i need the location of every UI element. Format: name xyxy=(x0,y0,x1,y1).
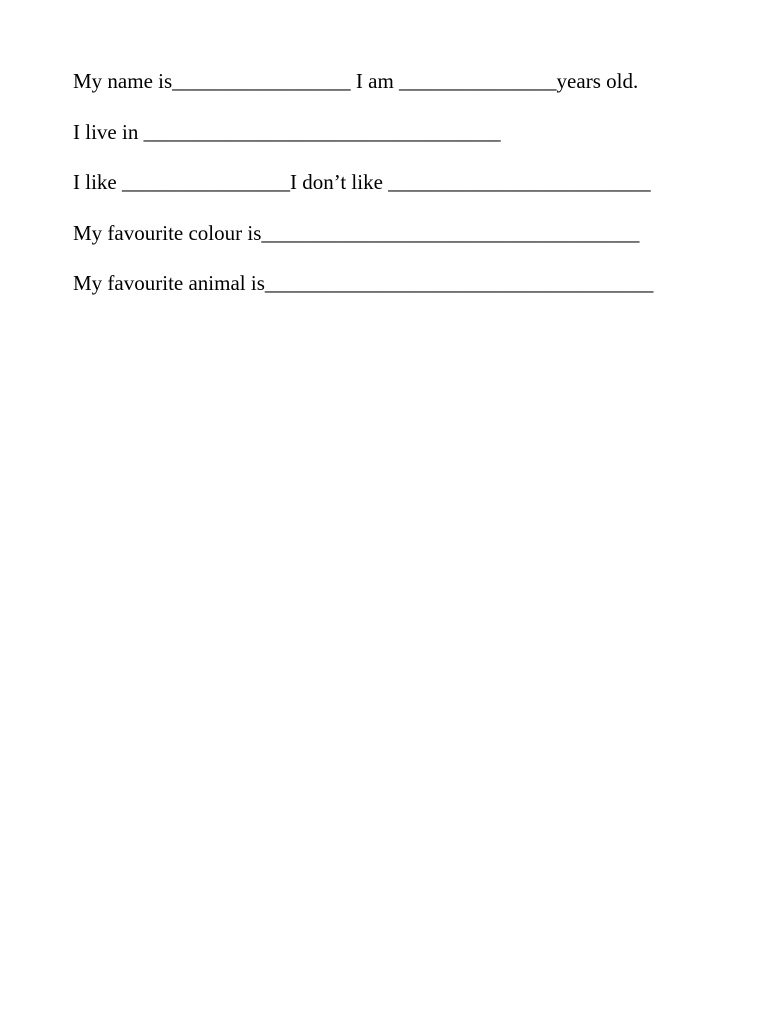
worksheet-lines xyxy=(73,66,713,319)
favourite-animal-line: My favourite animal is_____________________________________ xyxy=(73,271,654,295)
favourite-colour-line: My favourite colour is____________________________________ xyxy=(73,220,640,245)
name-age-line: My name is_________________ I am _______________years old. xyxy=(73,69,639,93)
live-in-line: I live in __________________________________ xyxy=(73,119,501,144)
likes-line: I like ________________I don’t like _________________________ xyxy=(73,170,651,194)
